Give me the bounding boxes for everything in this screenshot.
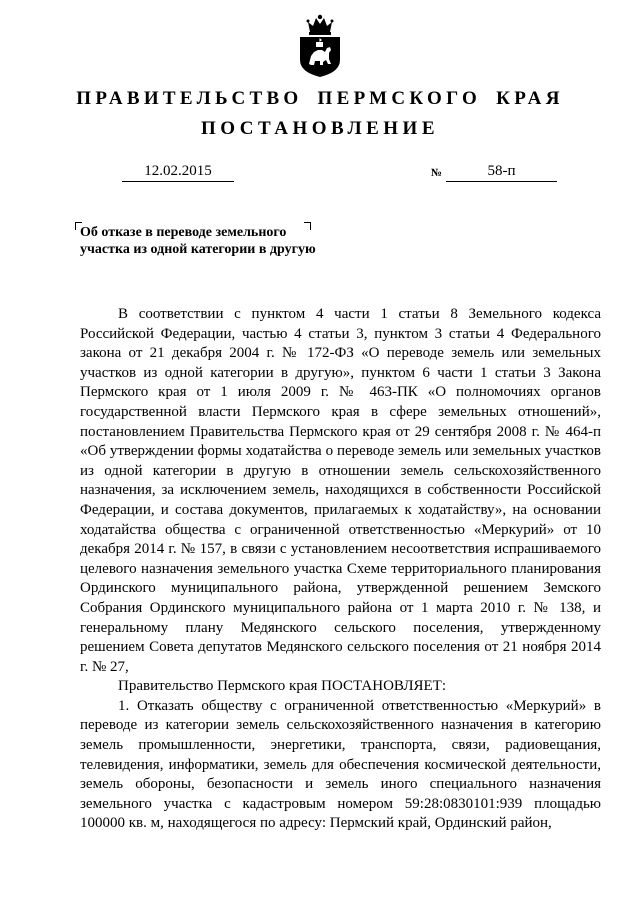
- document-date: 12.02.2015: [122, 163, 234, 182]
- document-number: 58-п: [446, 163, 557, 182]
- resolution-statement: Правительство Пермского края ПОСТАНОВЛЯЕТ:: [118, 678, 447, 695]
- preamble-paragraph: В соответствии с пунктом 4 части 1 статьи 8 Земельного кодекса Российской Федерации, частью 4 статьи 3, пунктом 3 статьи 4 Федерального закона от 21 декабря 2004 г. № 172-ФЗ «О переводе земель или земельных участков из одной категории в другую», пунктом 6 части 1 статьи 3 Закона Пермского края от 1 июля 2009 г. № 463-ПК «О полномочиях органов государственной власти Пермского края в сфере земельных отношений», постановлением Правительства Пермского края от 29 сентября 2008 г. № 464-п «Об утверждении формы ходатайства о переводе земель или земельных участков из одной категории в другую в отношении земель сельскохозяйственного назначения, за исключением земель, находящихся в собственности Российской Федерации, и состава документов, прилагаемых к ходатайству», на основании ходатайства общества с ограниченной ответственностью «Меркурий» от 10 декабря 2014 г. № 157, в связи с установлением несоответствия испрашиваемого целевого назначения земельного участка Схеме территориального планирования Ординского муниципального района, утвержденной решением Земского Собрания Ординского муниципального района от 1 марта 2010 г. № 138, и генеральному плану Медянского сельского поселения, утвержденному решением Совета депутатов Медянского сельского поселения от 21 ноября 2014 г. № 27,: [80, 306, 601, 675]
- document-type-title: ПОСТАНОВЛЕНИЕ: [200, 118, 440, 139]
- perm-krai-coat-of-arms-icon: [296, 12, 344, 78]
- document-subject: [80, 224, 380, 258]
- number-sign: №: [431, 167, 443, 179]
- clause-1-paragraph: 1. Отказать обществу с ограниченной ответственностью «Меркурий» в переводе из категории земель сельскохозяйственного назначения в категорию земель промышленности, энергетики, транспорта, связи, радиовещания, телевидения, информатики, земель для обеспечения космической деятельности, земель обороны, безопасности и земель иного специального назначения земельного участка с кадастровым номером 59:28:0830101:939 площадью 100000 кв. м, находящегося по адресу: Пермский край, Ординский район,: [80, 697, 601, 832]
- document-body: [80, 305, 601, 834]
- organization-title: ПРАВИТЕЛЬСТВО ПЕРМСКОГО КРАЯ: [76, 88, 564, 109]
- subject-line-2: участка из одной категории в другую: [80, 242, 316, 257]
- subject-line-1: Об отказе в переводе земельного: [80, 225, 287, 240]
